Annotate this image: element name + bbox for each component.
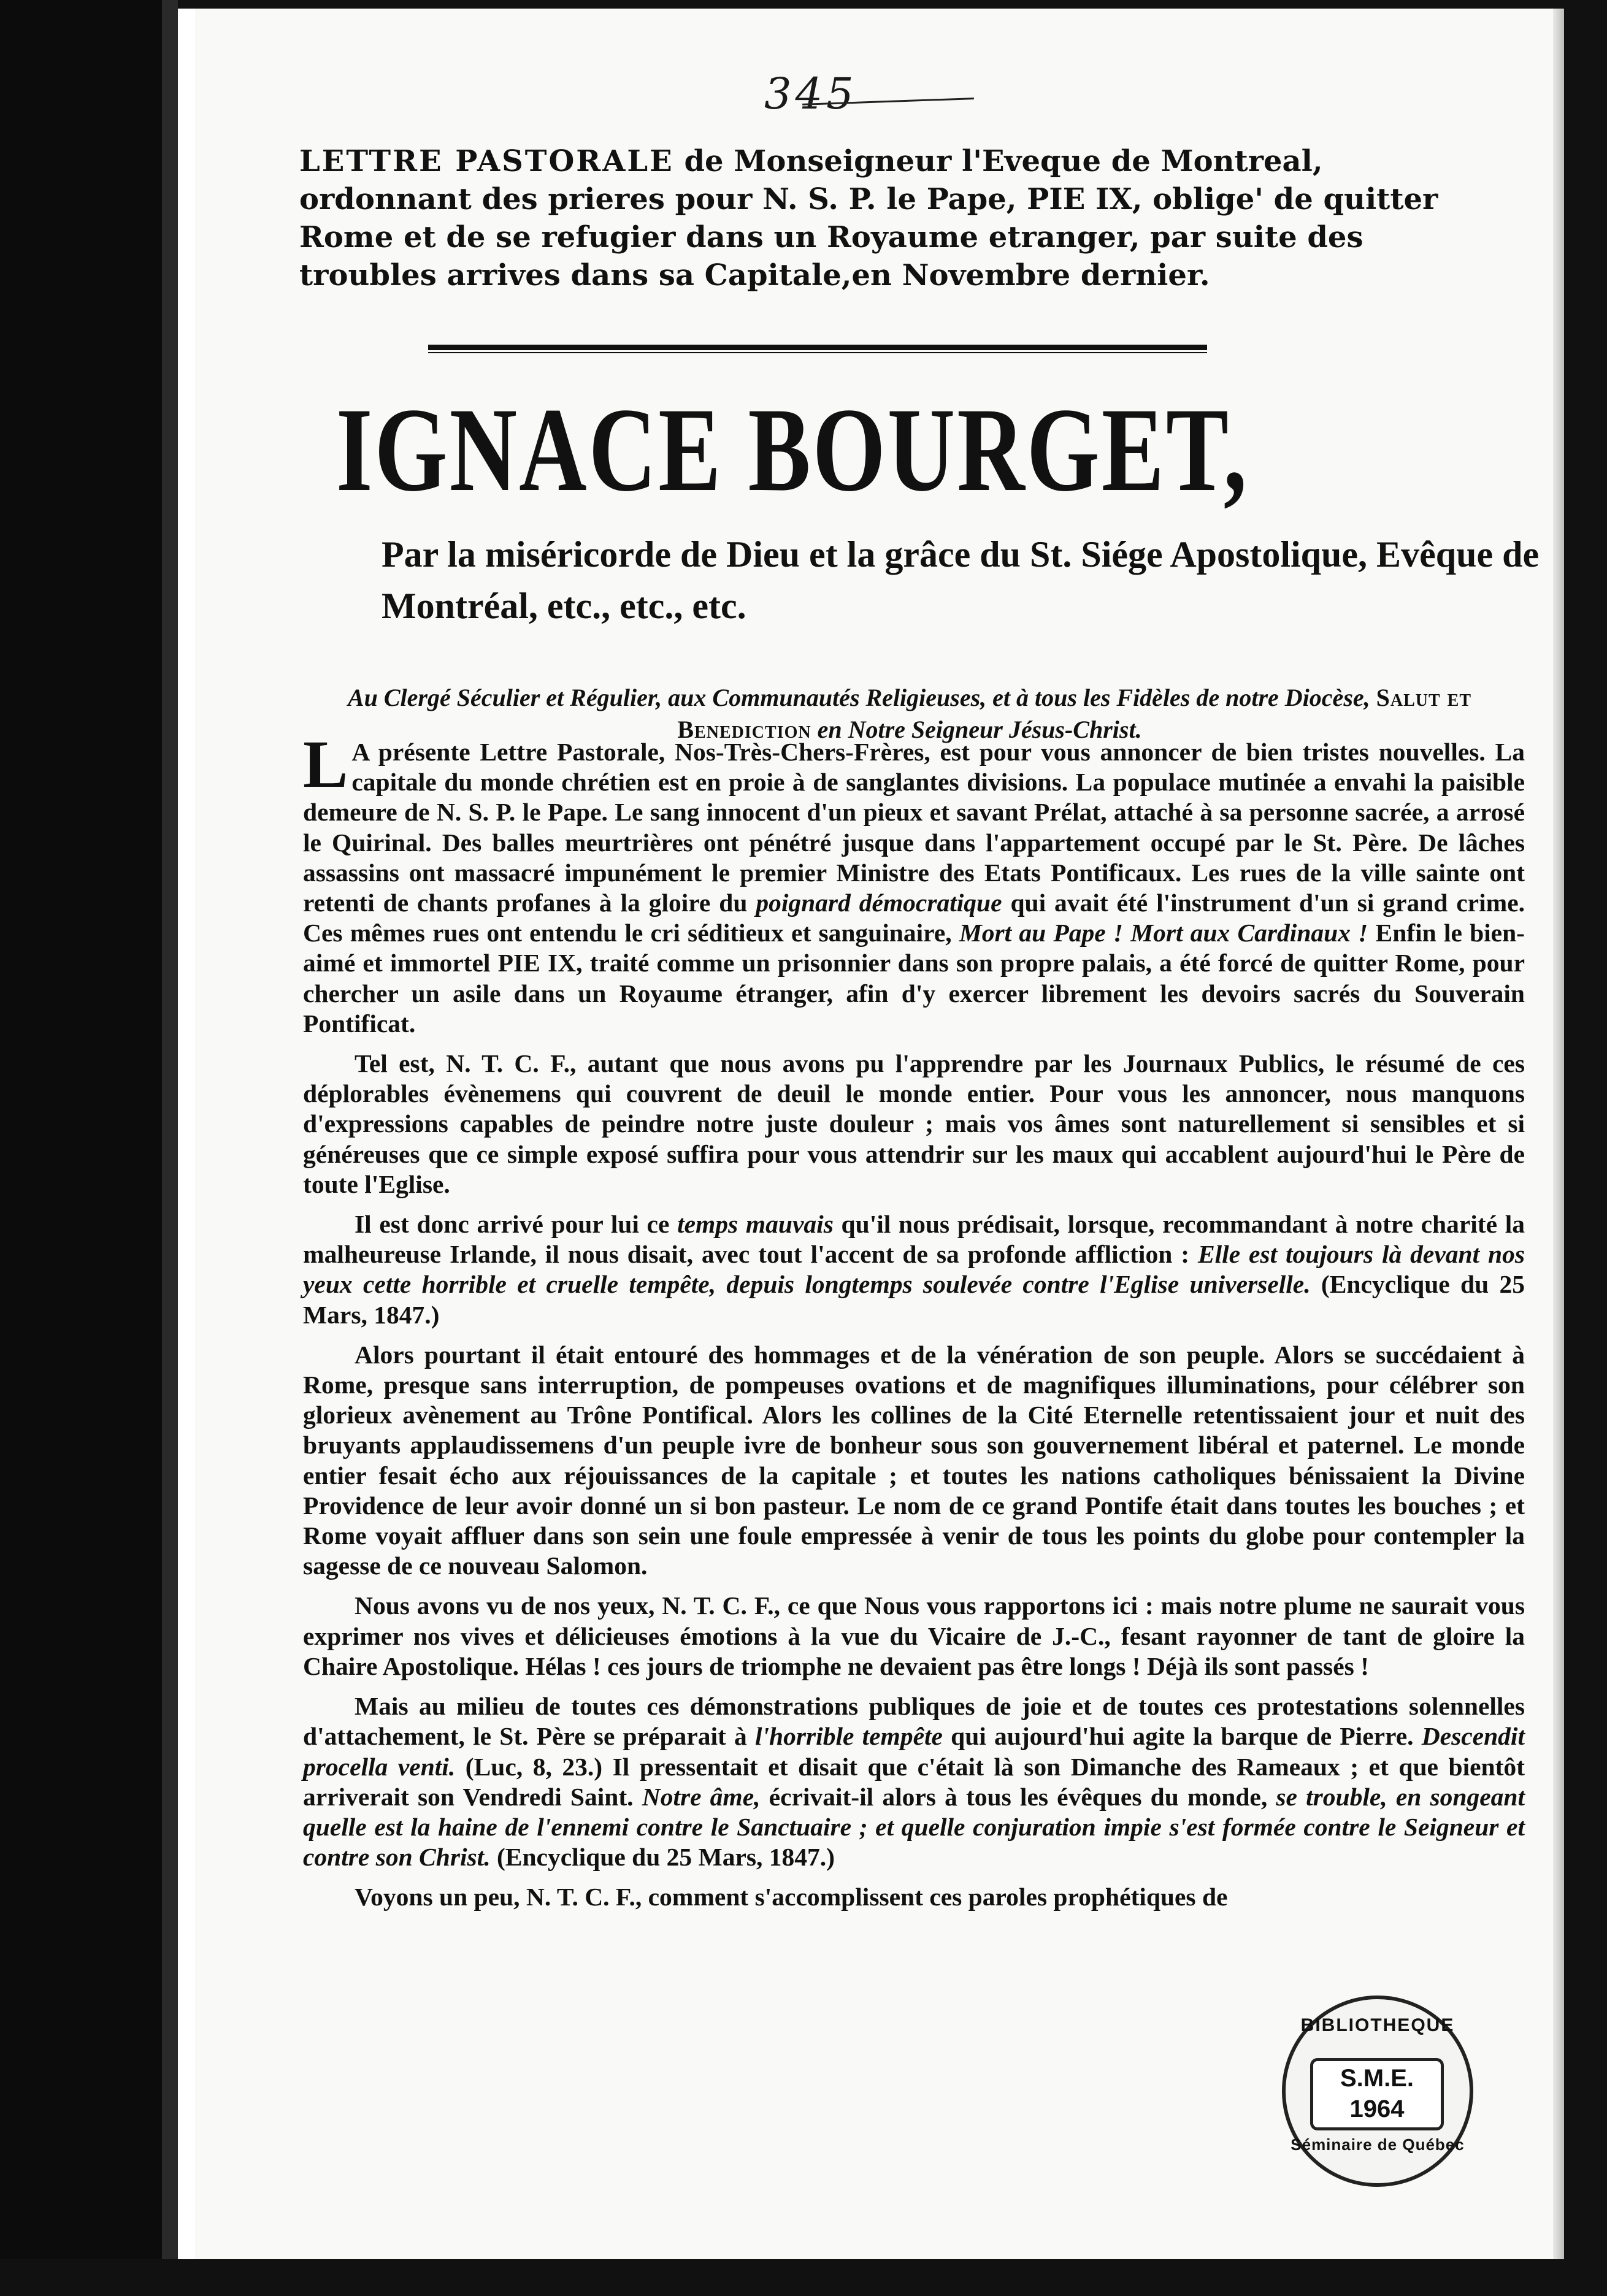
p6-text-e: (Luc, 8, 23.) Il pressentait et disait que c'était là son Dimanche des Rameaux ; et que bientôt arriverait son Vendredi Saint. (303, 1752, 1525, 1811)
stamp-bottom-text: Séminaire de Québec (1291, 2135, 1465, 2154)
handwritten-number: 345 (764, 69, 857, 119)
document-title (299, 142, 1477, 294)
paragraph-3 (303, 1209, 1525, 1330)
paragraph-7: Voyons un peu, N. T. C. F., comment s'accomplissent ces paroles prophétiques de (355, 1883, 1228, 1911)
p3-italic-b: temps mauvais (677, 1210, 834, 1239)
salutation-salut: Salut et Benediction (677, 684, 1472, 743)
salutation (305, 682, 1514, 746)
stamp-top-text: BIBLIOTHEQUE (1300, 2015, 1455, 2035)
p6-italic-d: Descendit procella venti. (303, 1722, 1525, 1781)
p6-italic-h: se trouble, en songeant quelle est la haine de l'ennemi contre le Sanctuaire ; et quelle conjuration impie s'est formée contre le Seigneur et contre son Christ. (303, 1782, 1525, 1872)
stamp-label-box (1310, 2058, 1444, 2130)
p6-text-i: (Encyclique du 25 Mars, 1847.) (490, 1843, 835, 1872)
p1-text-a: A présente Lettre Pastorale, Nos-Très-Chers-Frères, est pour vous annoncer de bien tristes nouvelles. La capitale du monde chrétien est en proie à de sanglantes divisions. La populace mutinée a envahi la paisible demeure de N. S. P. le Pape. Le sang innocent d'un pieux et savant Prélat, attaché à sa personne sacrée, a arrosé le Quirinal. Des balles meurtrières ont pénétré jusque dans l'appartement occupé par le St. Père. De lâches assassins ont massacré impunément le premier Ministre des Etats Pontificaux. Les rues de la ville sainte ont retenti de chants profanes à la gloire du (303, 738, 1525, 917)
p6-italic-f: Notre âme, (642, 1782, 761, 1811)
p3-text-e: (Encyclique du 25 Mars, 1847.) (303, 1270, 1525, 1329)
page-edge-shadow (1553, 9, 1564, 2259)
title-rule (428, 345, 1207, 350)
paragraph-5: Nous avons vu de nos yeux, N. T. C. F., ce que Nous vous rapportons ici : mais notre plume ne saurait vous exprimer nos vives et délicieuses émotions à la vue du Vicaire de J.-C., fesant rayonner de tant de gloire la Chaire Apostolique. Hélas ! ces jours de triomphe ne devaient pas être longs ! Déjà ils sont passés ! (303, 1591, 1525, 1680)
title-rule-thin (428, 352, 1207, 353)
p3-italic-d: Elle est toujours là devant nos yeux cette horrible et cruelle tempête, depuis longtemps soulevée contre l'Eglise universelle. (303, 1240, 1525, 1299)
paragraph-2: Tel est, N. T. C. F., autant que nous avons pu l'apprendre par les Journaux Publics, le résumé de ces déplorables évènemens qui couvrent de deuil le monde entier. Pour vous les annoncer, nous manquons d'expressions capables de peindre notre juste douleur ; mais vos âmes sont naturellement si sensibles et si généreuses que ce simple exposé suffira pour vous attendrir sur les maux qui accablent aujourd'hui le Père de toute l'Eglise. (303, 1049, 1525, 1198)
p3-text-c: qu'il nous prédisait, lorsque, recommandant à notre charité la malheureuse Irlande, il nous disait, avec tout l'accent de sa profonde affliction : (303, 1210, 1525, 1269)
p1-italic-b: poignard démocratique (756, 889, 1002, 917)
author-style: Par la miséricorde de Dieu et la grâce du St. Siége Apostolique, Evêque de Montréal, etc., etc., etc. (382, 534, 1540, 626)
stamp-line-2: 1964 (1349, 2095, 1405, 2122)
p6-text-a: Mais au milieu de toutes ces démonstrations publiques de joie et de toutes ces protestations solennelles d'attachement, le St. Père se préparait à (303, 1692, 1525, 1751)
library-stamp (1282, 1996, 1473, 2187)
salutation-part1: Au Clergé Séculier et Régulier, aux Communautés Religieuses, et à tous les Fidèles de notre Diocèse, (347, 684, 1376, 711)
p6-text-g: écrivait-il alors à tous les évêques du monde, (760, 1782, 1276, 1811)
p3-text-a: Il est donc arrivé pour lui ce (355, 1210, 678, 1239)
paragraph-4: Alors pourtant il était entouré des hommages et de la vénération de son peuple. Alors se succédaient à Rome, presque sans interruption, de pompeuses ovations et de magnifiques illuminations, pour célébrer son glorieux avènement au Trône Pontifical. Alors les collines de la Cité Eternelle retentissaient jour et nuit des bruyants applaudissemens d'un peuple ivre de bonheur sous son gouvernement libéral et paternel. Le monde entier fesait écho aux réjouissances de la capitale ; et toutes les nations catholiques bénissaient la Divine Providence de leur avoir donné un si bon pasteur. Le nom de ce grand Pontife était dans toutes les bouches ; et Rome voyait affluer dans son sein une foule empressée à venir de tous les points du globe pour contempler la sagesse de ce nouveau Salomon. (303, 1340, 1525, 1580)
drop-cap: L (303, 727, 348, 802)
scan-border-right (1564, 0, 1607, 2296)
scan-border-top (0, 0, 1607, 9)
paragraph-6 (303, 1691, 1525, 1872)
scan-border-bottom (0, 2259, 1607, 2296)
p6-text-c: qui aujourd'hui agite la barque de Pierre. (942, 1722, 1422, 1751)
document-page (195, 9, 1564, 2259)
salutation-part2: en Notre Seigneur Jésus-Christ. (811, 716, 1142, 743)
scan-border-left (0, 0, 178, 2296)
author-name: IGNACE BOURGET, (336, 383, 1249, 516)
stamp-line-1: S.M.E. (1340, 2065, 1414, 2092)
p1-text-c: qui avait été l'instrument d'un si grand crime. Ces mêmes rues ont entendu le cri séditieux et sanguinaire, (303, 889, 1525, 947)
p1-italic-d: Mort au Pape ! Mort aux Cardinaux ! (959, 919, 1368, 947)
p1-text-e: Enfin le bien-aimé et immortel PIE IX, traité comme un prisonnier dans son propre palais, a été forcé de quitter Rome, pour chercher un asile dans un Royaume étranger, afin d'y exercer librement les devoirs sacrés du Souverain Pontificat. (303, 919, 1525, 1038)
p6-italic-b: l'horrible tempête (754, 1722, 943, 1751)
title-rest: de Monseigneur l'Eveque de Montreal, ordonnant des prieres pour N. S. P. le Pape, PIE IX, oblige' de quitter Rome et de se refugier dans un Royaume etranger, par suite des troubles arrives dans sa Capitale,en Novembre dernier. (299, 144, 1438, 293)
title-lead: LETTRE PASTORALE (299, 144, 674, 178)
